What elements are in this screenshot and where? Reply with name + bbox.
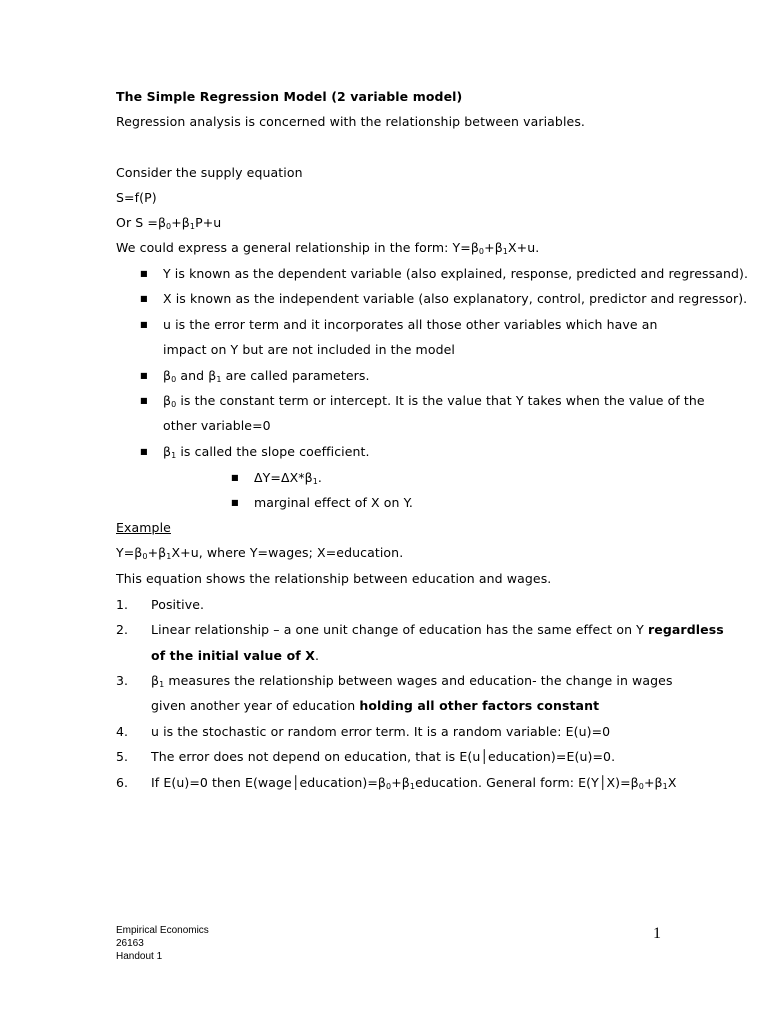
list-item-beta1: $\beta_1$ measures the relationship between wages and education- the change in wages — [151, 673, 673, 689]
bullet-marker: ■ — [140, 447, 148, 456]
list-number: 4. — [116, 724, 128, 739]
supply-intro: Consider the supply equation — [116, 165, 303, 180]
bullet-dependent-variable: Y is known as the dependent variable (also explained, response, predicted and regressand). — [163, 266, 749, 281]
bullet-marker: ■ — [140, 294, 148, 303]
bullet-constant-term-cont: other variable=0 — [163, 418, 271, 433]
list-number: 2. — [116, 622, 128, 637]
list-item-beta1-cont: given another year of education holding all other factors constant — [151, 698, 600, 713]
supply-equation-2: Or $S =\beta_0+\beta_1P+u$ — [116, 215, 222, 231]
general-relationship: We could express a general relationship in the form: $Y=\beta_0+\beta_1X+u$. — [116, 240, 540, 256]
bullet-constant-term: $\beta_0$ is the constant term or intercept. It is the value that Y takes when the value of the — [163, 393, 705, 409]
list-number: 6. — [116, 775, 128, 790]
page-number: 1 — [653, 925, 661, 942]
intro-paragraph: Regression analysis is concerned with the relationship between variables. — [116, 114, 585, 129]
list-number: 3. — [116, 673, 128, 688]
bullet-error-term: u is the error term and it incorporates all those other variables which have an — [163, 317, 658, 332]
list-item-independence: The error does not depend on education, that is E(u│education)=E(u)=0. — [151, 749, 616, 764]
sub-bullet-delta: $\Delta Y=\Delta X*\beta_1$. — [254, 470, 322, 486]
bullet-marker: ■ — [140, 396, 148, 405]
bullet-marker: ■ — [140, 320, 148, 329]
list-item-linear: Linear relationship – a one unit change of education has the same effect on Y regardless — [151, 622, 724, 637]
list-item-error: u is the stochastic or random error term. It is a random variable: E(u)=0 — [151, 724, 611, 739]
bullet-parameters: $\beta_0$ and $\beta_1$ are called parameters. — [163, 368, 370, 384]
bullet-independent-variable: X is known as the independent variable (also explanatory, control, predictor and regressor). — [163, 291, 748, 306]
list-item-positive: Positive. — [151, 597, 205, 612]
example-heading: Example — [116, 520, 171, 535]
document-title: The Simple Regression Model (2 variable model) — [116, 89, 463, 104]
list-item-conditional: If E(u)=0 then $E(wage│education)=\beta_0+\beta_1education$. General form: $E(Y│X)=\beta_0+\beta_1X$ — [151, 775, 677, 791]
bullet-error-term-cont: impact on Y but are not included in the model — [163, 342, 455, 357]
bullet-marker: ■ — [140, 269, 148, 278]
example-description: This equation shows the relationship between education and wages. — [116, 571, 552, 586]
sub-bullet-marker: ■ — [231, 473, 239, 482]
supply-equation-1: S=f(P) — [116, 190, 157, 205]
bullet-slope: $\beta_1$ is called the slope coefficient. — [163, 444, 370, 460]
example-equation: $Y=\beta_0+\beta_1X+u$, where Y=wages; X=education. — [116, 545, 404, 561]
bullet-marker: ■ — [140, 371, 148, 380]
footer-handout: Handout 1 — [116, 951, 163, 962]
list-item-linear-cont: of the initial value of X. — [151, 648, 320, 663]
footer-code: 26163 — [116, 938, 144, 949]
sub-bullet-marginal: marginal effect of X on Y. — [254, 495, 413, 510]
list-number: 1. — [116, 597, 128, 612]
footer-course: Empirical Economics — [116, 925, 209, 936]
sub-bullet-marker: ■ — [231, 498, 239, 507]
list-number: 5. — [116, 749, 128, 764]
